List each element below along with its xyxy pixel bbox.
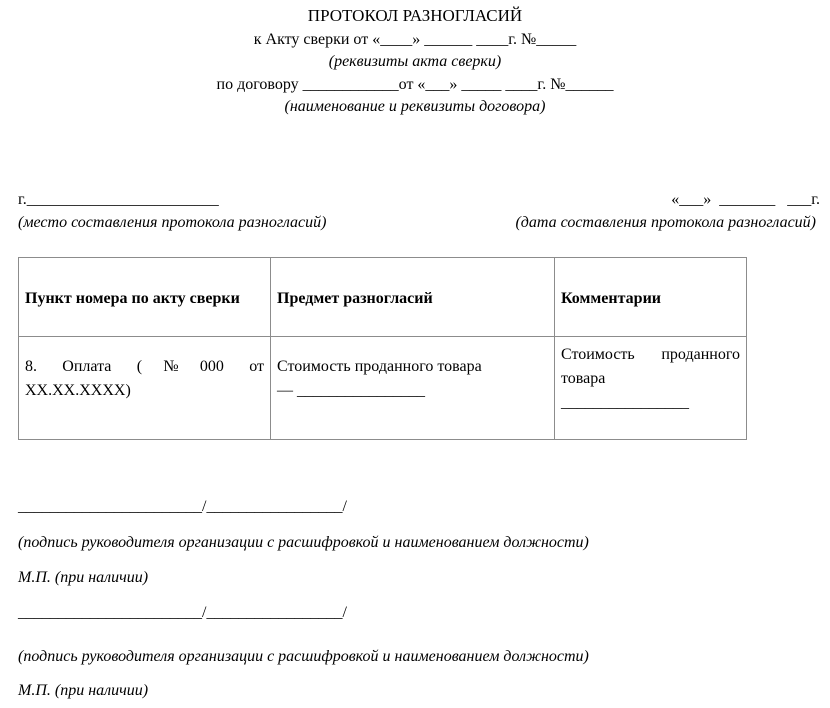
signature-hint-2: (подпись руководителя организации с расшифровкой и наименованием должности)	[18, 648, 589, 665]
point-text: 8. Оплата (№000 от XX.XX.XXXX)	[25, 358, 264, 399]
signature-line-2: _______________________/_________________/	[18, 604, 347, 621]
date-line: «___» _______ ___г.	[671, 191, 820, 208]
header-point	[19, 258, 271, 337]
date-hint: (дата составления протокола разногласий)	[515, 214, 816, 231]
cell-subject	[271, 337, 555, 440]
disagreements-table	[18, 257, 747, 440]
contract-reference-hint: (наименование и реквизиты договора)	[284, 98, 546, 115]
cell-comment	[555, 337, 747, 440]
subject-blank: — ________________	[277, 382, 425, 399]
stamp-note-1: М.П. (при наличии)	[18, 569, 149, 586]
place-hint: (место составления протокола разногласий)	[18, 214, 327, 231]
act-reference-line: к Акту сверки от «____» ______ ____г. №_____	[253, 31, 577, 48]
cell-point	[19, 337, 271, 440]
table-row	[19, 337, 747, 440]
header-subject	[271, 258, 555, 337]
comment-text: Стоимость проданного товара	[561, 346, 740, 387]
header-point-label: Пункт номера по акту сверки	[25, 290, 240, 307]
header-comment-label: Комментарии	[561, 290, 662, 307]
document-title: ПРОТОКОЛ РАЗНОГЛАСИЙ	[307, 6, 523, 25]
stamp-note-2: М.П. (при наличии)	[18, 682, 149, 699]
header-subject-label: Предмет разногласий	[277, 290, 433, 307]
act-reference-hint: (реквизиты акта сверки)	[328, 53, 502, 70]
place-line: г.________________________	[18, 191, 219, 208]
contract-reference-line: по договору ____________от «___» _____ ____г. №______	[216, 76, 614, 93]
table-header-row	[19, 258, 747, 337]
signature-line-1: _______________________/_________________/	[18, 498, 347, 515]
subject-text: Стоимость проданного товара	[277, 358, 482, 375]
signature-hint-1: (подпись руководителя организации с расшифровкой и наименованием должности)	[18, 534, 589, 551]
comment-blank: ________________	[561, 394, 689, 411]
header-comment	[555, 258, 747, 337]
